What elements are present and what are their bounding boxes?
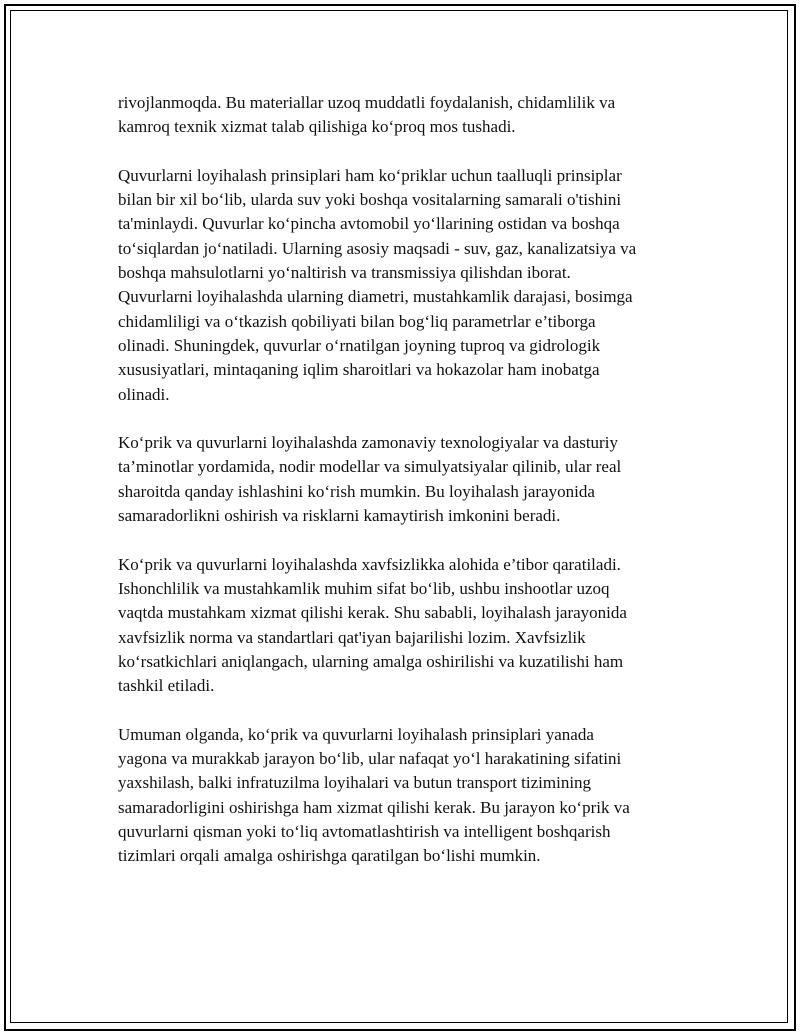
- text-line: tashkil etiladi.: [118, 676, 215, 696]
- text-line: Quvurlarni loyihalashda ularning diametri, mustahkamlik darajasi, bosimga: [118, 287, 633, 307]
- text-line: quvurlarni qisman yoki to‘liq avtomatlashtirish va intelligent boshqarish: [118, 821, 611, 841]
- paragraph: [118, 723, 698, 869]
- text-line: vaqtda mustahkam xizmat qilishi kerak. Shu sababli, loyihalash jarayonida: [118, 603, 627, 623]
- text-line: olinadi.: [118, 384, 170, 404]
- text-line: yagona va murakkab jarayon bo‘lib, ular nafaqat yo‘l harakatining sifatini: [118, 749, 622, 769]
- text-line: Ko‘prik va quvurlarni loyihalashda xavfsizlikka alohida e’tibor qaratiladi.: [118, 554, 621, 574]
- text-line: Umuman olganda, ko‘prik va quvurlarni loyihalash prinsiplari yanada: [118, 724, 594, 744]
- paragraph: [118, 164, 698, 407]
- text-line: Ishonchlilik va mustahkamlik muhim sifat bo‘lib, ushbu inshootlar uzoq: [118, 578, 610, 598]
- text-line: samaradorlikni oshirish va risklarni kamaytirish imkonini beradi.: [118, 506, 561, 526]
- text-line: kamroq texnik xizmat talab qilishiga ko‘proq mos tushadi.: [118, 117, 516, 137]
- text-line: ta'minlaydi. Quvurlar ko‘pincha avtomobil yo‘llarining ostidan va boshqa: [118, 214, 620, 234]
- text-line: ko‘rsatkichlari aniqlangach, ularning amalga oshirilishi va kuzatilishi ham: [118, 651, 624, 671]
- text-line: Ko‘prik va quvurlarni loyihalashda zamonaviy texnologiyalar va dasturiy: [118, 433, 618, 453]
- paragraph: [118, 553, 698, 699]
- text-line: tizimlari orqali amalga oshirishga qaratilgan bo‘lishi mumkin.: [118, 846, 541, 866]
- text-line: xavfsizlik norma va standartlari qat'iyan bajarilishi lozim. Xavfsizlik: [118, 627, 586, 647]
- text-line: ta’minotlar yordamida, nodir modellar va simulyatsiyalar qilinib, ular real: [118, 457, 622, 477]
- paragraph: [118, 91, 698, 140]
- text-line: rivojlanmoqda. Bu materiallar uzoq muddatli foydalanish, chidamlilik va: [118, 93, 616, 112]
- text-line: xususiyatlari, mintaqaning iqlim sharoitlari va hokazolar ham inobatga: [118, 360, 600, 380]
- text-line: yaxshilash, balki infratuzilma loyihalari va butun transport tizimining: [118, 773, 592, 793]
- text-line: samaradorligini oshirishga ham xizmat qilishi kerak. Bu jarayon ko‘prik va: [118, 797, 630, 817]
- text-line: sharoitda qanday ishlashini ko‘rish mumkin. Bu loyihalash jarayonida: [118, 481, 595, 501]
- text-line: to‘siqlardan jo‘natiladi. Ularning asosiy maqsadi - suv, gaz, kanalizatsiya va: [118, 238, 637, 258]
- text-line: Quvurlarni loyihalash prinsiplari ham ko‘priklar uchun taalluqli prinsiplar: [118, 165, 622, 185]
- text-line: chidamliligi va o‘tkazish qobiliyati bilan bog‘liq parametrlar e’tiborga: [118, 311, 596, 331]
- paragraph: [118, 431, 698, 528]
- text-line: boshqa mahsulotlarni yo‘naltirish va transmissiya qilishdan iborat.: [118, 263, 571, 283]
- text-line: bilan bir xil bo‘lib, ularda suv yoki boshqa vositalarning samarali o'tishini: [118, 190, 622, 210]
- document-body: [118, 91, 698, 893]
- text-line: olinadi. Shuningdek, quvurlar o‘rnatilgan joyning tuproq va gidrologik: [118, 335, 601, 355]
